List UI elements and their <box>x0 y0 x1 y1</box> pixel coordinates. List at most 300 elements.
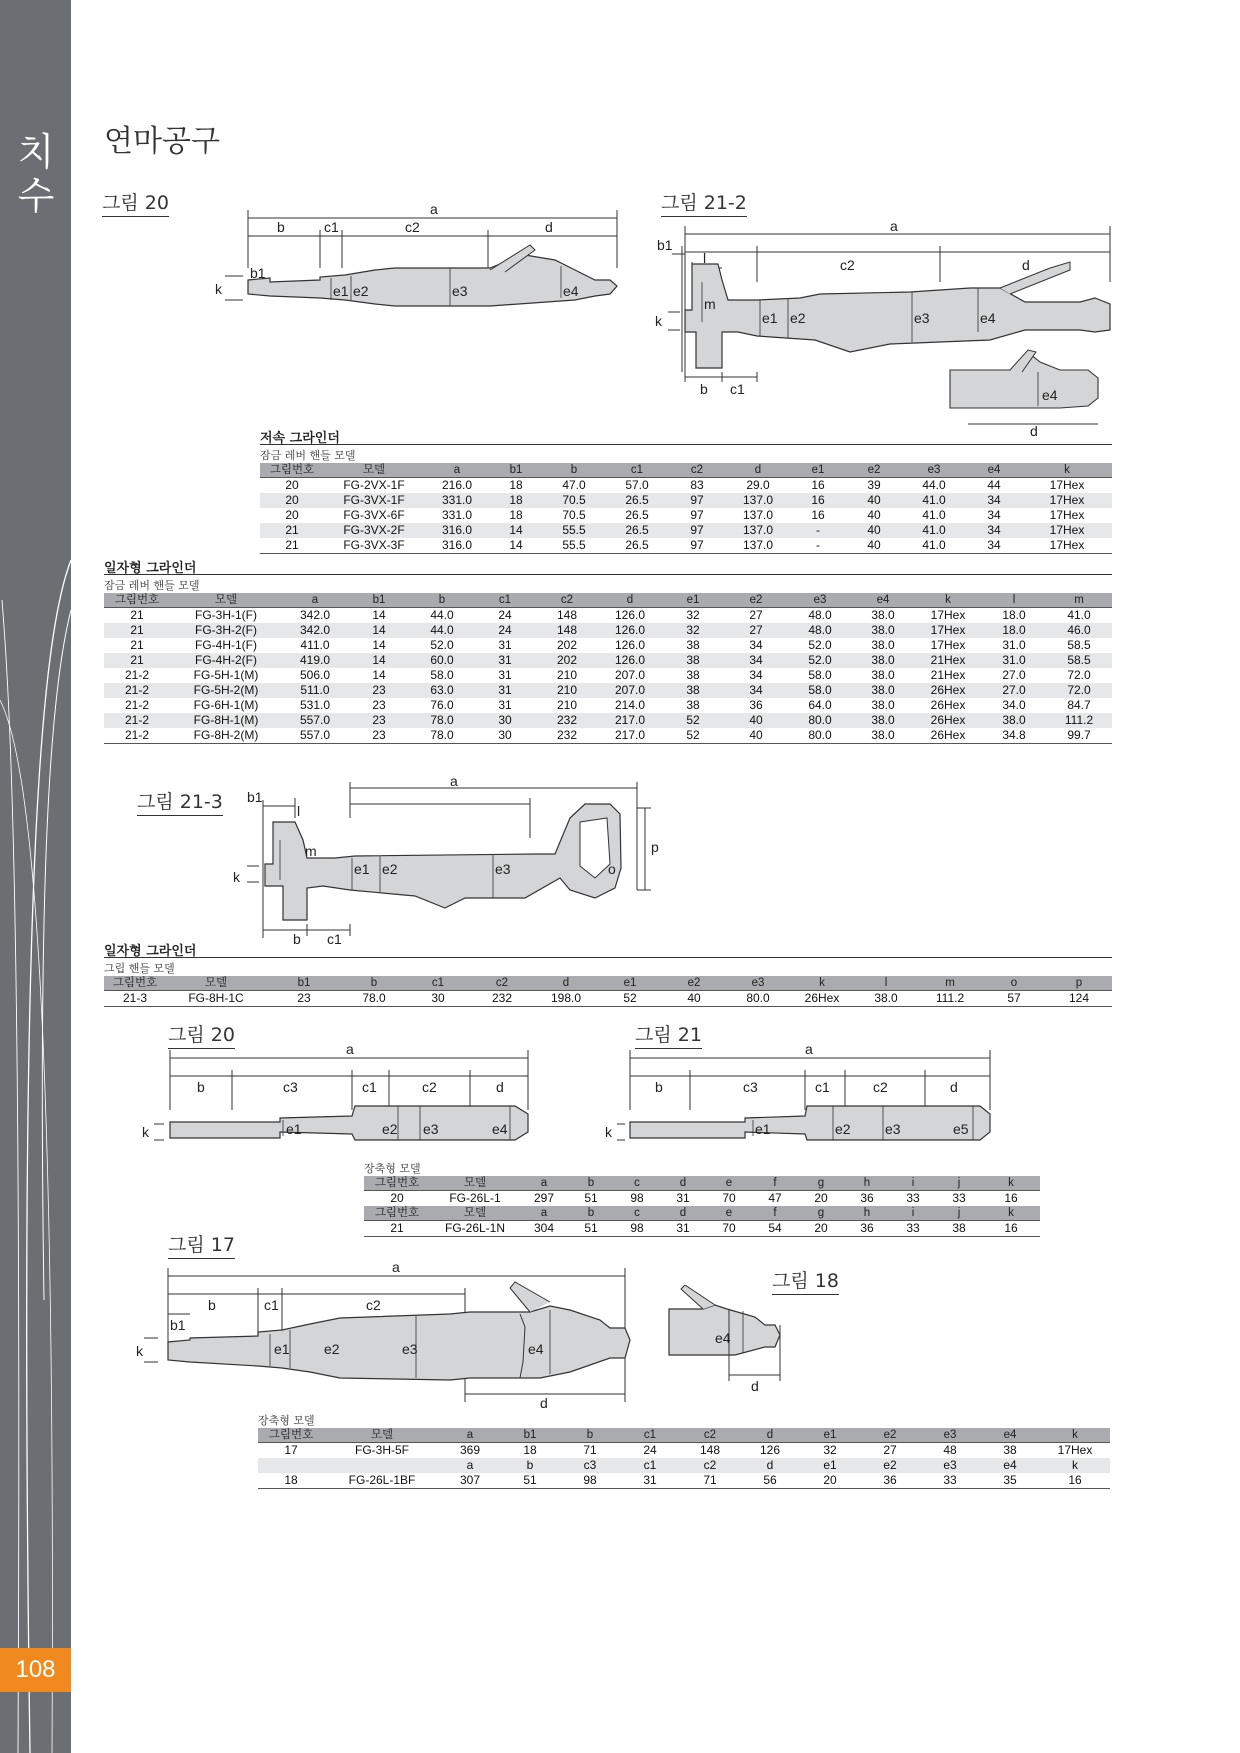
table-header-row <box>104 976 1112 991</box>
table-cell: 31 <box>474 653 536 668</box>
table-cell: 78.0 <box>342 991 406 1007</box>
table-cell: 20 <box>800 1473 860 1489</box>
table-cell: 34.0 <box>1002 698 1026 712</box>
table-cell: 34.8 <box>982 728 1046 744</box>
table-cell: 316.0 <box>424 538 490 554</box>
table-cell: 33 <box>952 1191 966 1205</box>
side-band <box>0 0 71 1753</box>
column-header: e2 <box>860 1428 920 1443</box>
table-cell: d <box>740 1458 800 1473</box>
column-header: d <box>534 976 598 991</box>
table-cell: 44.0 <box>430 608 454 622</box>
dim-c1: c1 <box>324 219 339 235</box>
table-cell: 40 <box>724 728 788 744</box>
table-row <box>104 713 1112 728</box>
table-cell: 557.0 <box>282 728 348 744</box>
table-cell: 38 <box>1003 1443 1017 1457</box>
table-cell: 14 <box>372 668 386 682</box>
column-header: d <box>660 1176 706 1191</box>
table-cell: FG-3VX-6F <box>343 508 405 522</box>
figure-20-mid-drawing <box>140 1040 540 1145</box>
table-cell: FG-5H-2(M) <box>170 683 282 698</box>
side-title: 치수 <box>17 130 55 218</box>
table-cell: 58.0 <box>788 683 852 698</box>
table-cell: 64.0 <box>808 698 832 712</box>
table-cell: 26.5 <box>606 493 668 508</box>
table-cell: 232 <box>536 713 598 728</box>
dim-a: a <box>890 222 898 234</box>
table-cell: 21-3 <box>104 991 166 1007</box>
column-header: c2 <box>470 976 534 991</box>
table-cell: 52 <box>662 713 724 728</box>
table-cell: 38.0 <box>852 653 914 668</box>
figure-21-mid-drawing <box>605 1040 1005 1145</box>
table-cell: 557.0 <box>282 713 348 728</box>
extended-b-subtitle: 장축형 모델 <box>258 1414 315 1427</box>
table-row <box>260 478 1112 494</box>
table-cell: 137.0 <box>726 493 790 508</box>
table-cell: 137.0 <box>726 538 790 554</box>
table-cell: 14 <box>348 653 410 668</box>
low-speed-rule <box>260 444 1112 445</box>
table-cell: 34 <box>724 683 788 698</box>
table-cell: 126.0 <box>598 653 662 668</box>
table-cell: e2 <box>860 1458 920 1473</box>
table-cell: c1 <box>620 1458 680 1473</box>
dim-b: b <box>293 931 301 947</box>
dim-e2: e2 <box>324 1341 340 1357</box>
table-cell: 232 <box>536 728 598 744</box>
figure-label-21-mid: 그림 21 <box>635 1020 702 1049</box>
table-cell: 21 <box>104 653 170 668</box>
column-header: e3 <box>902 463 966 478</box>
table-cell: 55.5 <box>542 538 606 554</box>
figure-label-21-2: 그림 21-2 <box>661 188 747 217</box>
table-cell: 148 <box>536 623 598 638</box>
table-cell: e4 <box>980 1458 1040 1473</box>
table-cell <box>324 1458 440 1473</box>
table-cell: 38.0 <box>852 683 914 698</box>
dim-b: b <box>655 1079 663 1095</box>
table-cell: 30 <box>474 728 536 744</box>
column-header: d <box>598 593 662 608</box>
table-cell: 58.0 <box>808 668 832 682</box>
column-header: e3 <box>726 976 790 991</box>
column-header: m <box>918 976 982 991</box>
column-header: c <box>614 1206 660 1221</box>
table-cell: 38 <box>662 683 724 698</box>
column-header: e1 <box>800 1428 860 1443</box>
dim-c1: c1 <box>264 1297 279 1313</box>
table-cell: 23 <box>348 728 410 744</box>
column-header: c2 <box>680 1428 740 1443</box>
column-header: a <box>282 593 348 608</box>
table-cell: 30 <box>406 991 470 1007</box>
table-cell: 17Hex <box>930 608 966 622</box>
column-header: c1 <box>474 593 536 608</box>
dim-d: d <box>545 219 553 235</box>
table-cell: 34 <box>966 493 1022 508</box>
column-header: b1 <box>500 1428 560 1443</box>
table-header-row <box>260 463 1112 478</box>
table-cell: 38.0 <box>871 638 895 652</box>
dim-b: b <box>197 1079 205 1095</box>
figure-21-2-drawing <box>650 222 1120 437</box>
table-cell: 31 <box>620 1473 680 1489</box>
column-header: k <box>914 593 982 608</box>
column-header: j <box>936 1176 982 1191</box>
table-cell: 21 <box>130 608 144 622</box>
dim-k: k <box>142 1124 149 1140</box>
table-cell: 71 <box>680 1473 740 1489</box>
column-header: b1 <box>490 463 542 478</box>
table-cell: FG-4H-1(F) <box>195 638 257 652</box>
table-cell: 80.0 <box>788 728 852 744</box>
table-row <box>258 1473 1110 1489</box>
column-header: 모델 <box>170 593 282 608</box>
table-cell: 57 <box>982 991 1046 1007</box>
table-cell: 48 <box>943 1443 957 1457</box>
dim-c1: c1 <box>362 1079 377 1095</box>
table-cell: 27 <box>724 623 788 638</box>
column-header: b <box>568 1206 614 1221</box>
column-header: i <box>890 1176 936 1191</box>
table-cell: 40 <box>846 523 902 538</box>
table-cell: 40 <box>846 538 902 554</box>
figure-label-20-mid: 그림 20 <box>168 1020 235 1049</box>
column-header: 그림번호 <box>364 1176 430 1191</box>
table-cell: 26Hex <box>790 991 854 1007</box>
table-cell: FG-3VX-3F <box>324 538 424 554</box>
table-row <box>260 508 1112 523</box>
table-cell: 55.5 <box>542 523 606 538</box>
table-cell: 21Hex <box>930 668 966 682</box>
table-cell: 26.5 <box>625 508 649 522</box>
table-cell: 14 <box>490 523 542 538</box>
table-cell: 97 <box>668 523 726 538</box>
dim-b1: b1 <box>170 1317 186 1333</box>
table-cell: 21 <box>130 638 144 652</box>
table-cell: 52 <box>662 728 724 744</box>
table-cell: 38.0 <box>871 698 895 712</box>
table-row <box>260 493 1112 508</box>
dim-e3: e3 <box>402 1341 418 1357</box>
table-cell: FG-2VX-1F <box>343 478 405 492</box>
dim-k: k <box>605 1124 612 1140</box>
table-cell: 51 <box>584 1191 598 1205</box>
table-cell: 214.0 <box>614 698 646 712</box>
table-cell: 24 <box>498 608 512 622</box>
table-cell: FG-26L-1BF <box>324 1473 440 1489</box>
table-cell: 71 <box>583 1443 597 1457</box>
dim-e4: e4 <box>563 283 579 299</box>
column-header: e3 <box>920 1428 980 1443</box>
dim-d: d <box>1022 257 1030 273</box>
low-speed-title: 저속 그라인더 <box>260 431 340 446</box>
column-header: f <box>752 1206 798 1221</box>
table-cell: 38 <box>686 698 700 712</box>
table-cell: 32 <box>662 623 724 638</box>
table-cell: 54 <box>752 1221 798 1237</box>
dim-b1: b1 <box>657 237 673 253</box>
table-cell: FG-3VX-1F <box>324 493 424 508</box>
figure-label-21-3: 그림 21-3 <box>137 787 223 816</box>
table-cell: 17Hex <box>1049 478 1085 492</box>
table-cell: 72.0 <box>1067 668 1091 682</box>
table-cell: 70 <box>722 1191 736 1205</box>
table-cell: 18 <box>490 493 542 508</box>
table-cell: 33 <box>906 1191 920 1205</box>
table-cell: 331.0 <box>424 493 490 508</box>
straight-grip-table <box>104 976 1112 1007</box>
dim-p: p <box>651 839 659 855</box>
table-cell: 126.0 <box>614 638 646 652</box>
table-cell: 80.0 <box>726 991 790 1007</box>
table-cell: 26Hex <box>914 683 982 698</box>
table-cell: 297 <box>533 1191 555 1205</box>
table-cell: 18 <box>258 1473 324 1489</box>
column-header: e2 <box>724 593 788 608</box>
dim-e4-detail: e4 <box>1042 387 1058 403</box>
column-header: g <box>798 1206 844 1221</box>
column-header: e4 <box>966 463 1022 478</box>
table-cell: 24 <box>474 623 536 638</box>
dim-e3: e3 <box>423 1121 439 1137</box>
table-cell: 57.0 <box>625 478 649 492</box>
figure-18-drawing <box>655 1285 815 1395</box>
column-header: b1 <box>348 593 410 608</box>
table-cell: FG-26L-1 <box>449 1191 501 1205</box>
table-cell: 18 <box>523 1443 537 1457</box>
table-cell: 124 <box>1046 991 1112 1007</box>
table-cell: 411.0 <box>300 638 330 652</box>
table-cell: 16 <box>1040 1473 1110 1489</box>
dim-a: a <box>346 1041 354 1057</box>
straight-lever-rule <box>104 574 1112 575</box>
table-cell: 27.0 <box>982 683 1046 698</box>
table-cell: 40 <box>867 508 881 522</box>
table-cell: 40 <box>662 991 726 1007</box>
table-cell: FG-4H-2(F) <box>170 653 282 668</box>
dim-b1: b1 <box>250 265 266 281</box>
table-cell: 207.0 <box>614 668 646 682</box>
dim-e2: e2 <box>382 861 398 877</box>
table-cell: 111.2 <box>1046 713 1112 728</box>
table-cell: 126.0 <box>598 623 662 638</box>
table-cell: 23 <box>348 713 410 728</box>
table-cell: 18 <box>509 478 523 492</box>
column-header: b <box>542 463 606 478</box>
dim-e2: e2 <box>353 283 369 299</box>
table-cell: 40 <box>846 493 902 508</box>
dim-a: a <box>430 201 438 217</box>
dim-e1: e1 <box>354 861 370 877</box>
column-header: c1 <box>606 463 668 478</box>
table-row <box>260 523 1112 538</box>
table-cell: 316.0 <box>424 523 490 538</box>
table-cell: FG-6H-1(M) <box>193 698 259 712</box>
table-cell: 38.0 <box>982 713 1046 728</box>
table-row <box>104 608 1112 624</box>
column-header: h <box>844 1176 890 1191</box>
table-cell: 198.0 <box>534 991 598 1007</box>
column-header: k <box>982 1176 1040 1191</box>
table-cell: 38 <box>686 668 700 682</box>
table-cell: 51 <box>568 1221 614 1237</box>
dim-e4: e4 <box>980 310 996 326</box>
table-cell: 307 <box>440 1473 500 1489</box>
table-cell: 34 <box>749 638 763 652</box>
page-number: 108 <box>0 1648 71 1692</box>
table-cell: a <box>440 1458 500 1473</box>
table-cell: 36 <box>860 1191 874 1205</box>
table-subheader-row <box>258 1458 1110 1473</box>
table-cell: 41.0 <box>902 493 966 508</box>
table-cell: 23 <box>348 683 410 698</box>
table-cell: 20 <box>798 1221 844 1237</box>
dim-m: m <box>704 296 716 312</box>
dim-e1: e1 <box>762 310 778 326</box>
dim-c1: c1 <box>327 931 342 947</box>
table-cell: 78.0 <box>410 713 474 728</box>
table-cell: 70.5 <box>542 493 606 508</box>
column-header: c <box>614 1176 660 1191</box>
table-cell: 23 <box>372 698 386 712</box>
table-cell: 506.0 <box>299 668 331 682</box>
table-cell: 41.0 <box>922 508 946 522</box>
figure-label-18: 그림 18 <box>772 1266 839 1295</box>
dim-e2: e2 <box>382 1121 398 1137</box>
table-cell: 16 <box>790 493 846 508</box>
table-cell: 97 <box>690 508 704 522</box>
table-cell: FG-5H-1(M) <box>193 668 259 682</box>
dim-k: k <box>215 281 222 297</box>
dim-a: a <box>450 778 458 789</box>
table-cell: 38.0 <box>871 608 895 622</box>
dim-k: k <box>136 1343 143 1359</box>
column-header: o <box>982 976 1046 991</box>
table-cell: 16 <box>982 1221 1040 1237</box>
table-cell: 31 <box>676 1191 690 1205</box>
dim-o: o <box>608 861 616 877</box>
table-cell: 232 <box>470 991 534 1007</box>
column-header: l <box>854 976 918 991</box>
table-cell: 56 <box>740 1473 800 1489</box>
dim-l: l <box>703 250 707 266</box>
dim-a: a <box>805 1041 813 1057</box>
table-cell: 58.0 <box>430 668 454 682</box>
column-header: 그림번호 <box>258 1428 324 1443</box>
dim-e4: e4 <box>528 1341 544 1357</box>
table-row <box>104 728 1112 744</box>
column-header: i <box>890 1206 936 1221</box>
table-cell: 26Hex <box>930 698 966 712</box>
table-cell: 17Hex <box>1049 508 1085 522</box>
table-cell: 21-2 <box>124 698 150 712</box>
table-cell: FG-8H-1(M) <box>170 713 282 728</box>
table-row <box>104 638 1112 653</box>
dim-c2: c2 <box>840 257 855 273</box>
table-cell: 52.0 <box>430 638 454 652</box>
page-title: 연마공구 <box>104 124 220 159</box>
table-cell: 36 <box>844 1221 890 1237</box>
table-cell: 304 <box>520 1221 568 1237</box>
table-cell: 126 <box>759 1443 781 1457</box>
column-header: c1 <box>406 976 470 991</box>
table-cell: 26Hex <box>914 713 982 728</box>
table-row <box>260 538 1112 554</box>
dim-e3: e3 <box>885 1121 901 1137</box>
dim-k: k <box>233 869 240 885</box>
column-header: 그림번호 <box>364 1206 430 1221</box>
dim-c2: c2 <box>366 1297 381 1313</box>
table-cell: 21 <box>364 1221 430 1237</box>
table-cell: 83 <box>690 478 704 492</box>
table-cell: FG-3H-2(F) <box>170 623 282 638</box>
dim-d-detail: d <box>1030 423 1038 437</box>
table-cell: 38 <box>662 653 724 668</box>
straight-lever-subtitle: 잠금 레버 핸들 모델 <box>104 579 200 592</box>
side-band-curves <box>0 0 71 1753</box>
dim-c2: c2 <box>873 1079 888 1095</box>
table-cell: 20 <box>285 478 299 492</box>
table-cell: 17Hex <box>930 638 966 652</box>
dim-b: b <box>208 1297 216 1313</box>
table-cell: 41.0 <box>902 523 966 538</box>
table-cell: 210 <box>536 683 598 698</box>
dim-c1: c1 <box>815 1079 830 1095</box>
dim-c1: c1 <box>730 381 745 397</box>
column-header: b1 <box>266 976 342 991</box>
table-cell: 26.5 <box>606 523 668 538</box>
extended-a-subtitle: 장축형 모델 <box>364 1162 421 1175</box>
dim-d: d <box>496 1079 504 1095</box>
table-cell: 31 <box>660 1221 706 1237</box>
column-header: e2 <box>846 463 902 478</box>
table-cell: 21-2 <box>104 683 170 698</box>
table-cell: - <box>790 538 846 554</box>
table-cell: - <box>790 523 846 538</box>
table-cell: 98 <box>630 1191 644 1205</box>
table-cell: 38.0 <box>854 991 918 1007</box>
table-cell: 20 <box>260 493 324 508</box>
table-cell: 17Hex <box>1057 1443 1093 1457</box>
dim-b: b <box>277 219 285 235</box>
table-cell: 14 <box>490 538 542 554</box>
table-cell: 34 <box>749 668 763 682</box>
table-cell: 31 <box>498 638 512 652</box>
table-cell: 30 <box>474 713 536 728</box>
low-speed-subtitle: 잠금 레버 핸들 모델 <box>260 449 356 462</box>
table-cell: k <box>1040 1458 1110 1473</box>
column-header: 모델 <box>430 1176 520 1191</box>
table-cell: c3 <box>560 1458 620 1473</box>
column-header: 그림번호 <box>104 593 170 608</box>
column-header: m <box>1046 593 1112 608</box>
column-header: g <box>798 1176 844 1191</box>
dim-d: d <box>751 1378 759 1394</box>
table-cell: 137.0 <box>726 523 790 538</box>
table-cell: 217.0 <box>598 713 662 728</box>
table-cell: 52 <box>598 991 662 1007</box>
table-cell: 41.0 <box>1067 608 1091 622</box>
column-header: a <box>440 1428 500 1443</box>
table-cell: 21-2 <box>104 713 170 728</box>
table-cell: FG-3H-5F <box>355 1443 409 1457</box>
table-cell: 84.7 <box>1067 698 1091 712</box>
table-cell: 80.0 <box>788 713 852 728</box>
table-cell: 98 <box>614 1221 660 1237</box>
